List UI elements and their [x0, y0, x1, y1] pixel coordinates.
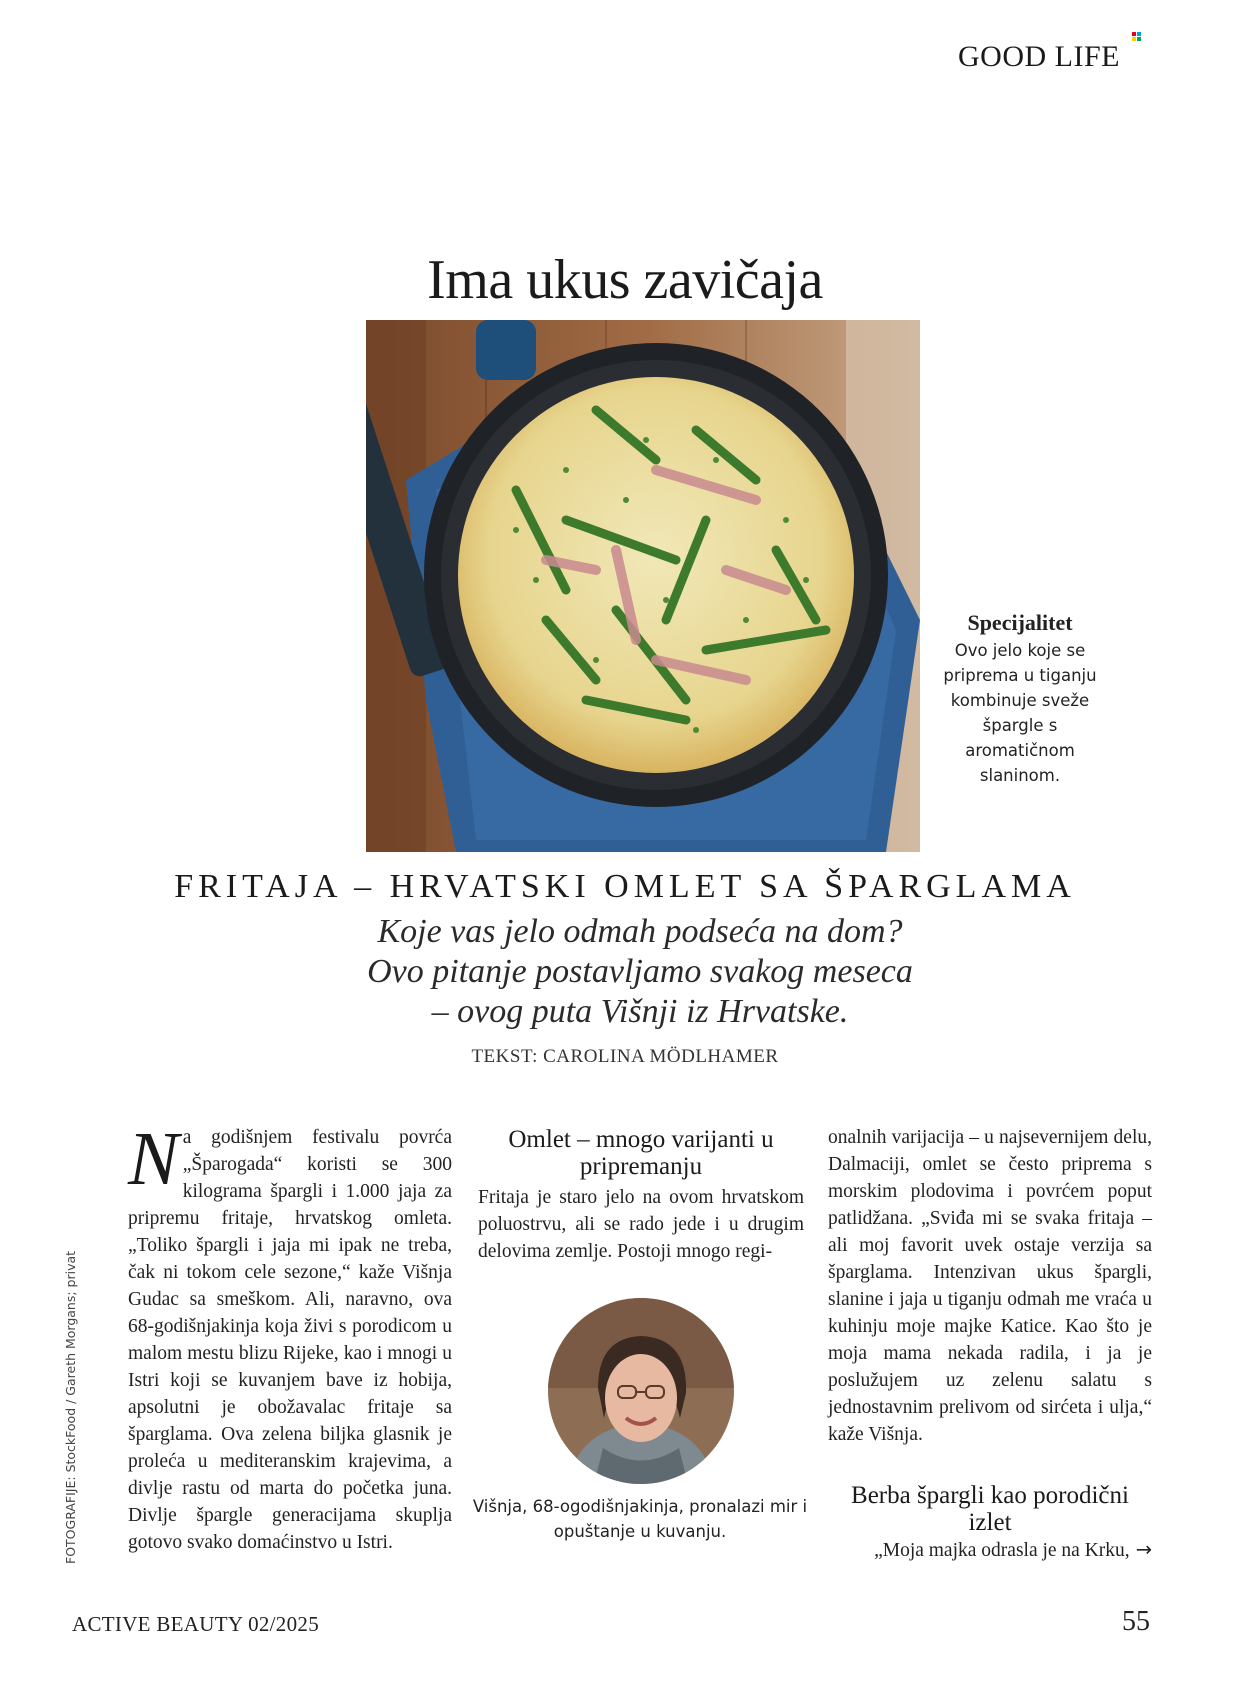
photo-credit-text: FOTOGRAFIJE: StockFood / Gareth Morgans; privat: [63, 1250, 78, 1564]
frittata-illustration: [366, 320, 920, 852]
article-byline: TEKST: CAROLINA MÖDLHAMER: [471, 1046, 779, 1067]
magazine-issue: ACTIVE BEAUTY 02/2025: [72, 1612, 319, 1636]
photo-caption: [930, 610, 1110, 788]
mark-blue: [1137, 32, 1141, 36]
article-lead: [300, 912, 980, 1032]
continuation-text: „Moja majka odrasla je na Krku,: [874, 1540, 1130, 1561]
drop-cap: N: [128, 1117, 179, 1201]
body-column-middle: Fritaja je staro jelo na ovom hrvatskom poluostrvu, ali se rado jede i u drugim delovima zemlje. Postoji mnogo regi-: [478, 1187, 804, 1262]
subhead-harvest: Berba špargli kao porodični izlet: [851, 1482, 1129, 1536]
subhead-variations: Omlet – mnogo varijanti u pripremanju: [508, 1126, 774, 1180]
page-number: 55: [1122, 1606, 1150, 1637]
arrow-right-icon: →: [1135, 1538, 1152, 1561]
body-column-right: onalnih varijacija – u najsevernijem delu, Dalmaciji, omlet se često priprema s morskim plodovima i povrćem poput patlidžana. „Sviđa mi se svaka fritaja – ali moj favorit uvek ostaje verzija sa šparglama. Intenzivan ukus špargli, slanine i jaja u tiganju odmah me vraća u kuhinju moje majke Katice. Kao što je moja mama nekada radila, i ja je poslužujem uz zelenu salatu s jednostavnim prelivom od sirćeta i ulja,“ kaže Višnja.: [828, 1127, 1152, 1445]
mark-green: [1137, 37, 1141, 41]
mark-red: [1132, 32, 1136, 36]
frittata-photo: [366, 320, 920, 852]
article-headline: Ima ukus zavičaja: [427, 249, 823, 311]
lead-line: Koje vas jelo odmah podseća na dom?: [377, 913, 903, 950]
article-subtitle: FRITAJA – HRVATSKI OMLET SA ŠPARGLAMA: [174, 868, 1076, 905]
brand-color-mark: [1132, 32, 1142, 42]
body-text-left: a godišnjem festivalu povrća „Šparogada“ koristi se 300 kilograma špargli i 1.000 jaja za pripremu fritaje, hrvatskog omleta. „Toliko špargli i jaja mi ipak ne treba, čak ni tokom cele sezone,“ kaže Višnja Gudac sa smeškom. Ali, naravno, ova 68-godišnjakinja koja živi s porodicom u malom mestu blizu Rijeke, kao i mnogi u Istri koji se kuvanjem bave iz hobija, apsolutni je obožavalac fritaje sa šparglama. Ova zelena biljka glasnik je proleća u mediteranskim krajevima, a divlje rastu od marta do početka juna. Divlje špargle generacijama skuplja gotovo svako domaćinstvo u Istri.: [128, 1127, 452, 1553]
photo-caption-title: Specijalitet: [967, 610, 1073, 635]
lead-line: Ovo pitanje postavljamo svakog meseca: [367, 953, 913, 990]
photo-credit: [62, 1224, 82, 1564]
mark-yellow: [1132, 37, 1136, 41]
section-label: GOOD LIFE: [958, 40, 1120, 73]
body-column-left: [128, 1117, 452, 1556]
portrait-caption: Višnja, 68-ogodišnjakinja, pronalazi mir i opuštanje u kuvanju.: [472, 1497, 808, 1541]
continuation-line: [828, 1536, 1152, 1564]
photo-caption-body: Ovo jelo koje se priprema u tiganju kombinuje sveže špargle s aromatičnom slaninom.: [943, 641, 1097, 785]
portrait-illustration: [548, 1298, 734, 1484]
lead-line: – ovog puta Višnji iz Hrvatske.: [431, 993, 849, 1030]
portrait-photo: [548, 1298, 734, 1484]
